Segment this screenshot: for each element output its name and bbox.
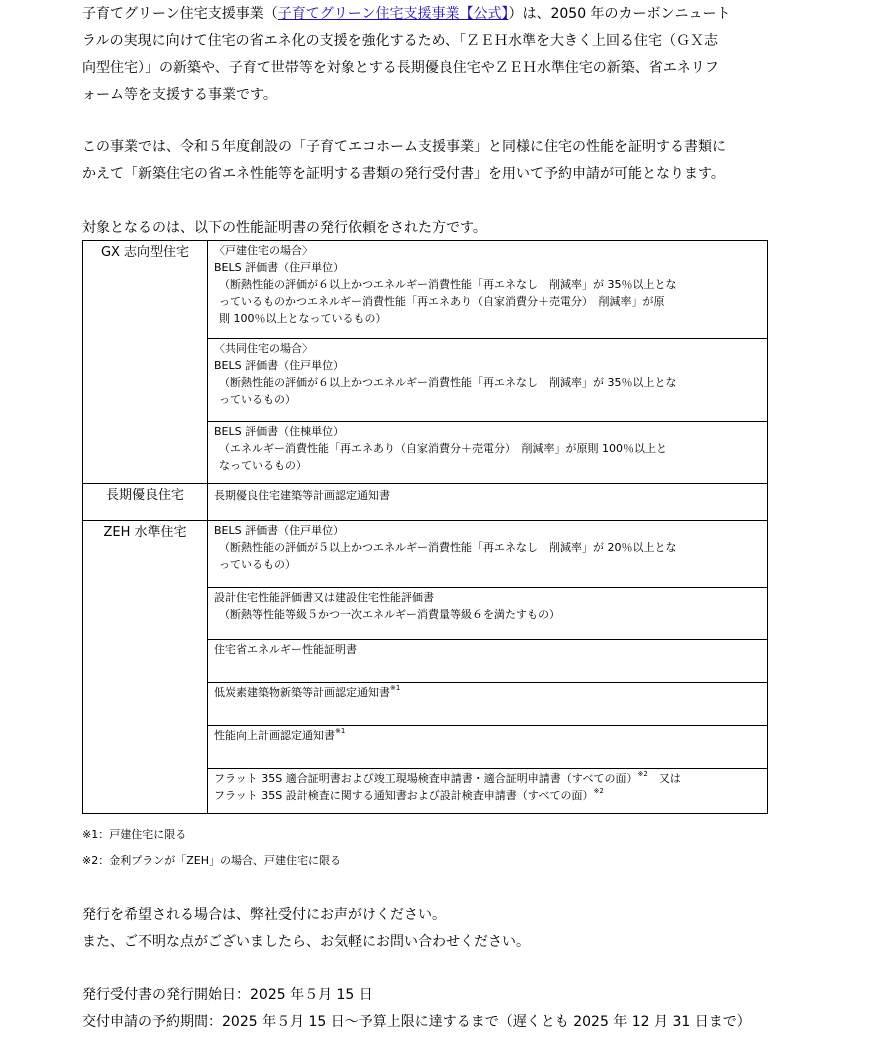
gx-multi-header: 〈共同住宅の場合〉 [214, 342, 313, 355]
zeh-flat-line1: フラット 35S 適合証明書および竣工現場検査申請書・適合証明申請書（すべての面） [214, 772, 638, 785]
gx-multi-cond2: っているもの） [219, 393, 296, 406]
intro-line4: ォーム等を支援する事業です。 [82, 87, 277, 103]
footnote-2: ※2：金利プランが「ZEH」の場合、戸建住宅に限る [82, 854, 341, 867]
category-cell-gx [83, 241, 208, 484]
zeh-lowcarbon-doc: 低炭素建築物新築等計画認定通知書 [214, 686, 390, 699]
gx-building-cond2: なっているもの） [219, 459, 307, 472]
doc-cell-gx-building [208, 422, 768, 484]
gx-building-cond1: （エネルギー消費性能「再エネあり（自家消費分＋売電分） 削減率」が原則 100％以上と [219, 442, 667, 455]
intro-line2: ラルの実現に向けて住宅の省エネ化の支援を強化するため、「ＺＥＨ水準を大きく上回る住宅（ＧＸ志 [82, 33, 719, 49]
table-intro: 対象となるのは、以下の性能証明書の発行依頼をされた方です。 [82, 220, 487, 236]
contact-line1: 発行を希望される場合は、弊社受付にお声がけください。 [82, 907, 446, 923]
intro-paragraph [82, 1, 818, 109]
zeh-perf-doc: 設計住宅性能評価書又は建設住宅性能評価書 [214, 591, 434, 604]
second-paragraph [82, 134, 822, 188]
doc-cell-zeh-energy [208, 640, 768, 683]
contact-line2: また、ご不明な点がございましたら、お気軽にお問い合わせください。 [82, 934, 530, 950]
gx-detached-cond1: （断熱性能の評価が６以上かつエネルギー消費性能「再エネなし 削減率」が 35％以上とな [219, 278, 677, 291]
second-line2: かえて「新築住宅の省エネ性能等を証明する書類の発行受付書」を用いて予約申請が可能となります。 [82, 166, 725, 182]
intro-pre-text: 子育てグリーン住宅支援事業（ [82, 6, 278, 22]
second-line1: この事業では、令和５年度創設の「子育てエコホーム支援事業」と同様に住宅の性能を証明する書類に [82, 139, 726, 155]
zeh-bels-doc: BELS 評価書（住戸単位） [214, 524, 345, 537]
table-row [83, 521, 768, 588]
doc-cell-zeh-perf [208, 588, 768, 640]
doc-cell-gx-multi [208, 339, 768, 422]
gx-detached-cond3: 則 100％以上となっているもの） [219, 312, 387, 325]
gx-detached-cond2: っているものかつエネルギー消費性能「再エネあり（自家消費分＋売電分） 削減率」が原 [219, 295, 665, 308]
intro-line1-post: ）は、2050 年のカーボンニュート [508, 6, 731, 22]
zeh-perf-cond: （断熱等性能等級５かつ一次エネルギー消費量等級６を満たすもの） [219, 608, 560, 621]
contact-paragraph [82, 902, 530, 956]
doc-cell-zeh-improve [208, 726, 768, 769]
footnote-mark: ※2 [637, 770, 648, 778]
category-cell-zeh [83, 521, 208, 814]
footnote-mark: ※1 [390, 684, 401, 692]
doc-cell-zeh-flat35 [208, 769, 768, 814]
category-cell-longterm [83, 484, 208, 521]
intro-line3: 向型住宅）」の新築や、子育て世帯等を対象とする長期優良住宅やＺＥＨ水準住宅の新築、省エネリフ [82, 60, 719, 76]
table-row [83, 484, 768, 521]
zeh-energy-doc: 住宅省エネルギー性能証明書 [214, 643, 357, 656]
footnote-mark: ※1 [335, 727, 346, 735]
certificate-table [82, 240, 768, 814]
doc-cell-gx-detached [208, 241, 768, 339]
zeh-improve-doc: 性能向上計画認定通知書 [214, 729, 335, 742]
doc-cell-zeh-bels [208, 521, 768, 588]
category-label-gx: GX 志向型住宅 [100, 245, 190, 260]
reservation-period: 交付申請の予約期間：2025 年５月 15 日～予算上限に達するまで（遅くとも 2025 年 12 月 31 日まで） [82, 1014, 751, 1030]
longterm-doc: 長期優良住宅建築等計画認定通知書 [214, 489, 390, 502]
official-site-link[interactable]: 子育てグリーン住宅支援事業【公式】 [277, 6, 509, 22]
gx-building-doc: BELS 評価書（住棟単位） [214, 425, 345, 438]
doc-cell-longterm [208, 484, 768, 521]
gx-detached-doc: BELS 評価書（住戸単位） [214, 261, 345, 274]
zeh-bels-cond2: っているもの） [219, 558, 296, 571]
doc-cell-zeh-lowcarbon [208, 683, 768, 726]
footnote-1: ※1：戸建住宅に限る [82, 828, 187, 841]
zeh-flat-line2: フラット 35S 設計検査に関する通知書および設計検査申請書（すべての面） [214, 789, 594, 802]
footnote-mark: ※2 [593, 787, 604, 795]
zeh-flat-line1-tail: 又は [647, 772, 681, 785]
issue-start-date: 発行受付書の発行開始日：2025 年５月 15 日 [82, 987, 373, 1003]
footnotes [82, 822, 341, 874]
zeh-bels-cond1: （断熱性能の評価が５以上かつエネルギー消費性能「再エネなし 削減率」が 20％以上とな [219, 541, 677, 554]
gx-multi-doc: BELS 評価書（住戸単位） [214, 359, 345, 372]
category-label-zeh: ZEH 水準住宅 [103, 525, 187, 540]
table-row [83, 241, 768, 339]
category-label-longterm: 長期優良住宅 [105, 488, 184, 503]
dates-paragraph [82, 982, 751, 1036]
gx-multi-cond1: （断熱性能の評価が６以上かつエネルギー消費性能「再エネなし 削減率」が 35％以上とな [219, 376, 677, 389]
gx-detached-header: 〈戸建住宅の場合〉 [214, 244, 313, 257]
